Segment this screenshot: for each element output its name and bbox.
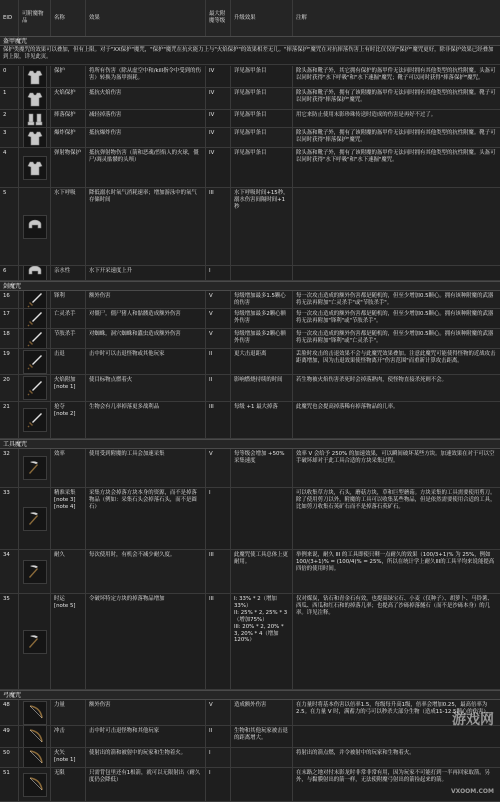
- enchant-max-level: IV: [205, 88, 230, 109]
- enchant-max-level: V: [205, 449, 230, 487]
- enchant-effect: 令破坏特定方块的掉落物品增加: [85, 594, 205, 689]
- enchant-upgrade: 详见盔甲条目: [230, 110, 292, 127]
- enchant-name: 火矢 [note 1]: [50, 748, 85, 767]
- armor-icon: [23, 156, 47, 180]
- enchant-name: 效率: [50, 449, 85, 487]
- header-name: 名称: [50, 0, 85, 36]
- enchant-eid: 21: [3, 404, 10, 410]
- enchant-name: 火焰保护: [50, 88, 85, 109]
- enchant-effect: 将所有伤害（除从虚空中和/kill指令中受到的伤害）转换为盔甲损耗。: [85, 66, 205, 87]
- enchant-effect: 抵抗弹射物伤害（箭和恶魂/烈焰人的火球，僵尸/凋灵骷髅的头颅）: [85, 148, 205, 187]
- enchant-upgrade: 更大击退距离: [230, 349, 292, 374]
- header-eid: EID: [3, 14, 13, 21]
- sword-icon: [23, 376, 47, 400]
- armor-icon: [23, 66, 47, 87]
- enchant-max-level: III: [205, 188, 230, 265]
- enchant-max-level: V: [205, 329, 230, 348]
- item-icon-cell: [18, 188, 50, 265]
- item-icon-cell: [18, 748, 50, 767]
- enchant-effect: 水下开采速度上升: [85, 266, 205, 280]
- enchant-effect: 减轻掉落伤害: [85, 110, 205, 127]
- bow-icon: [23, 748, 47, 767]
- item-icon-cell: [18, 375, 50, 401]
- enchant-upgrade: 每级 +1 最大掉落: [230, 402, 292, 438]
- table-row: [0, 700, 500, 726]
- table-row: [0, 748, 500, 768]
- table-row: [0, 488, 500, 550]
- enchant-note: 用它来防止使用末影珍珠传送时造成的伤害是再好不过了。: [292, 110, 500, 127]
- item-icon-cell: [18, 550, 50, 593]
- armor-icon: [23, 128, 47, 147]
- item-icon-cell: [18, 768, 50, 801]
- table-row: [0, 726, 500, 748]
- enchant-name: 时运 [note 5]: [50, 594, 85, 689]
- enchant-eid: 18: [3, 331, 10, 337]
- table-header: [0, 0, 500, 37]
- table-row: [0, 110, 500, 128]
- enchant-upgrade: 详见盔甲条目: [230, 128, 292, 147]
- enchant-max-level: II: [205, 726, 230, 747]
- enchant-effect: 生物会有几率掉落更多战利品: [85, 402, 205, 438]
- enchant-eid: 49: [3, 728, 10, 734]
- enchant-note: 举例来说，耐久 III 的工具即使只剩一点耐久的效果（100/3+1)% 为 25%，例如 100/(3+1)% = (100/4)% = 25%，所以在统计学上耐久III的工具平均来说能提高四倍的使用时间。: [292, 550, 500, 593]
- item-icon-cell: [18, 449, 50, 487]
- enchant-note: 在末路之地对付末影龙时非常非常有用，因为玩家不可能打到一半再回家取箭。另外，与黏膜射出的箭一样，无法使附魔弓射出的箭捡起来的箭。: [292, 768, 500, 801]
- item-icon-cell: [18, 309, 50, 328]
- enchant-note: [292, 266, 500, 280]
- enchant-max-level: II: [205, 375, 230, 401]
- helmet-icon: [23, 215, 47, 239]
- enchant-effect: 使目标物点燃着火: [85, 375, 205, 401]
- enchant-name: 抢夺 [note 2]: [50, 402, 85, 438]
- item-icon-cell: [18, 402, 50, 438]
- table-row: [0, 449, 500, 488]
- section-tool: 工具魔咒: [0, 439, 500, 449]
- enchant-upgrade: 生物和其他玩家被击退的距离增大。: [230, 726, 292, 747]
- enchant-upgrade: 详见盔甲条目: [230, 88, 292, 109]
- enchant-note: 除头盔和靴子外，拥有了该附魔的盔甲件无法同时拥有其他类型的抗性附魔。靴子可以同时获得"摔落保护"魔咒。: [292, 128, 500, 147]
- section-weapon: 剑魔咒: [0, 281, 500, 291]
- enchant-max-level: I: [205, 768, 230, 801]
- enchant-name: 节肢杀手: [50, 329, 85, 348]
- enchant-eid: 35: [3, 596, 10, 602]
- enchant-effect: 击中时可以击退怪物或其他玩家: [85, 349, 205, 374]
- section-bow: 弓魔咒: [0, 690, 500, 700]
- enchant-eid: 17: [3, 311, 10, 317]
- enchant-max-level: II: [205, 349, 230, 374]
- enchant-max-level: V: [205, 309, 230, 328]
- helmet-icon: [23, 266, 47, 280]
- enchant-note: 效率 V 会给予 250% 的加速效果，可以瞬间破坏某些方块。加速效果在对于可以空手破坏却对于此工具合适的方块采集过程。: [292, 449, 500, 487]
- tools-icon: [23, 507, 47, 531]
- enchant-max-level: IV: [205, 128, 230, 147]
- table-row: [0, 66, 500, 88]
- table-row: [0, 291, 500, 309]
- enchant-upgrade: 每级增加最多2颗心额外伤害: [230, 309, 292, 328]
- enchant-max-level: V: [205, 700, 230, 725]
- enchant-max-level: IV: [205, 148, 230, 187]
- table-row: [0, 88, 500, 110]
- enchant-effect: 每次使用时，有机会不减少耐久度。: [85, 550, 205, 593]
- enchant-upgrade: [230, 748, 292, 767]
- enchant-note: 每一次攻击造成的额外伤害都是随机的，但至少增加0.5颗心。拥有该种附魔的武器将无法再附加"锋利"或"亡灵杀手"。: [292, 329, 500, 348]
- enchant-max-level: I: [205, 488, 230, 549]
- enchant-note: 除头盔和靴子外，拥有了该附魔的盔甲件无法同时拥有其他类型的抗性附魔。靴子可以同时获得"摔落保护"魔咒。: [292, 88, 500, 109]
- enchant-name: 爆炸保护: [50, 128, 85, 147]
- enchant-note: 此魔咒也会提高掉落稀有掉落物品的几率。: [292, 402, 500, 438]
- enchant-note: 可以收集草方块，石头，蘑菇方块，草和巨型蘑菇。方块采集的工具需要使用剪刀。除了使用剪刀以外，附魔的工具可以收集某些物品，但是依然需要使用合适的工具，比如剪刀收集石英矿石而不是掉落石英矿石。: [292, 488, 500, 549]
- enchant-note: 除头盔和靴子外，其它拥有保护的盔甲件无法同时拥有其他类型的抗性附魔。头盔可以同时获得"水下呼吸"和"水下速掘"魔咒；靴子可以同时获得"摔落保护"魔咒。: [292, 66, 500, 87]
- boots-icon: [23, 110, 47, 127]
- enchant-eid: 5: [3, 190, 7, 196]
- enchant-effect: 使用受到附魔的工具会加速采集: [85, 449, 205, 487]
- watermark-logo: 游戏网: [452, 712, 494, 728]
- enchant-max-level: III: [205, 550, 230, 593]
- enchant-upgrade: 造成额外伤害: [230, 700, 292, 725]
- header-max-level: 最大附魔等级: [205, 0, 230, 36]
- enchant-max-level: III: [205, 402, 230, 438]
- table-row: [0, 349, 500, 375]
- item-icon-cell: [18, 88, 50, 109]
- enchant-note: 每一次攻击造成的额外伤害都是随机的，但至少增加0.5颗心。拥有该种附魔的武器将无法再附加"锋利"或"节肢杀手"。: [292, 309, 500, 328]
- enchant-name: 亡灵杀手: [50, 309, 85, 328]
- table-row: [0, 768, 500, 802]
- enchant-note: 丢脸时攻击的击退效果不会与此魔咒效果叠加。注意此魔咒可能使得怪物的近战攻击距离增加，因为击退效果使怪物离开"伤害范围"而重新计算攻击距离。: [292, 349, 500, 374]
- enchant-upgrade: 详见盔甲条目: [230, 66, 292, 87]
- table-row: [0, 309, 500, 329]
- item-icon-cell: [18, 291, 50, 308]
- enchant-upgrade: [230, 266, 292, 280]
- enchant-note: 每一次攻击造成的额外伤害都是随机的，但至少增加0.5颗心。拥有该种附魔的武器将无法再附加"亡灵杀手"或"节肢杀手"。: [292, 291, 500, 308]
- enchant-effect: 采集方块会掉落方块本身的资源，而不是掉落物品（例如：采集石头会掉落石头，而不是圆石）: [85, 488, 205, 549]
- enchant-effect: 对僵尸，僵尸猪人和骷髅造成额外伤害: [85, 309, 205, 328]
- item-icon-cell: [18, 329, 50, 348]
- enchant-note: 仅对煤炭，钻石和青金石有效，也提高绿宝石、小麦（仅种子）、胡萝卜、马铃薯、西瓜、西瓜和红石和的掉落几率；也提高了沙砾掉落燧石（而不是沙砾本身）的几率。详见注释。: [292, 594, 500, 689]
- enchant-name: 水下呼吸: [50, 188, 85, 265]
- enchant-upgrade: 每级增加最多1.5颗心的伤害: [230, 291, 292, 308]
- enchant-upgrade: 此魔咒使工具总体上更耐用。: [230, 550, 292, 593]
- table-row: [0, 148, 500, 188]
- item-icon-cell: [18, 594, 50, 689]
- enchant-max-level: I: [205, 266, 230, 280]
- sword-icon: [23, 329, 47, 348]
- enchant-upgrade: [230, 488, 292, 549]
- enchant-note: 若生物被火焰伤害杀死时会掉落熟肉，使怪物直接杀死则不会。: [292, 375, 500, 401]
- enchant-max-level: V: [205, 291, 230, 308]
- armor-intro: 保护类魔咒的效果可以叠加，但有上限。对于"XX保护"魔咒，"保护"魔咒在抗火能力上与"火焰保护"的效果相差无几。"摔落保护"魔咒在对抗摔落伤害上有时比仅仅的"保护"魔咒更好，除非保护效果已经叠加到上限，详见此页。: [0, 47, 500, 65]
- enchant-name: 弹射物保护: [50, 148, 85, 187]
- enchant-upgrade: [230, 768, 292, 801]
- armor-icon: [23, 88, 47, 109]
- header-note: 注解: [292, 0, 500, 36]
- watermark-url: VXOOM.COM: [451, 788, 494, 795]
- item-icon-cell: [18, 110, 50, 127]
- enchant-upgrade: 水下呼吸时间+15秒，溺水伤害间隔时间+1秒: [230, 188, 292, 265]
- table-row: [0, 594, 500, 690]
- enchant-eid: 2: [3, 112, 7, 118]
- table-row: [0, 188, 500, 266]
- sword-icon: [23, 309, 47, 328]
- enchant-upgrade: 详见盔甲条目: [230, 148, 292, 187]
- item-icon-cell: [18, 148, 50, 187]
- item-icon-cell: [18, 700, 50, 725]
- header-effect: 效果: [85, 0, 205, 36]
- enchant-eid: 3: [3, 130, 7, 136]
- enchant-eid: 34: [3, 552, 10, 558]
- item-icon-cell: [18, 66, 50, 87]
- enchant-name: 耐久: [50, 550, 85, 593]
- enchant-upgrade: 每等级会增加 +50% 采集速度: [230, 449, 292, 487]
- enchant-name: 击退: [50, 349, 85, 374]
- table-row: [0, 128, 500, 148]
- enchant-eid: 20: [3, 377, 10, 383]
- enchant-name: 精准采集 [note 3] [note 4]: [50, 488, 85, 549]
- enchant-upgrade: 影响燃烧持续的时间: [230, 375, 292, 401]
- table-row: [0, 550, 500, 594]
- sword-icon: [23, 408, 47, 432]
- enchant-eid: 51: [3, 770, 10, 776]
- enchant-effect: 对蜘蛛，洞穴蜘蛛和蠹虫造成额外伤害: [85, 329, 205, 348]
- item-icon-cell: [18, 488, 50, 549]
- enchant-effect: 抵抗爆炸伤害: [85, 128, 205, 147]
- section-armor: 盔甲魔咒: [0, 36, 500, 46]
- enchant-eid: 0: [3, 68, 7, 74]
- enchant-effect: 额外伤害: [85, 291, 205, 308]
- enchant-effect: 额外伤害: [85, 700, 205, 725]
- header-upgrade: 升级效果: [230, 0, 292, 36]
- enchant-eid: 6: [3, 268, 7, 274]
- sword-icon: [23, 350, 47, 374]
- enchant-upgrade: I: 33% * 2（增加33%） II: 25% * 2, 25% * 3（增加75%） III: 20% * 2, 20% * 3, 20% * 4（增加120%）: [230, 594, 292, 689]
- enchant-max-level: IV: [205, 66, 230, 87]
- enchant-upgrade: 每级增加最多2颗心额外伤害: [230, 329, 292, 348]
- bow-icon: [23, 726, 47, 747]
- table-row: [0, 402, 500, 439]
- enchant-name: 锋利: [50, 291, 85, 308]
- enchant-eid: 1: [3, 90, 7, 96]
- table-row: [0, 375, 500, 402]
- enchant-name: 摔落保护: [50, 110, 85, 127]
- tools-icon: [23, 560, 47, 584]
- item-icon-cell: [18, 128, 50, 147]
- enchant-eid: 4: [3, 150, 7, 156]
- enchant-name: 保护: [50, 66, 85, 87]
- enchant-eid: 48: [3, 702, 10, 708]
- tools-icon: [23, 456, 47, 480]
- bow-icon: [23, 701, 47, 725]
- enchant-max-level: I: [205, 748, 230, 767]
- enchant-eid: 50: [3, 750, 10, 756]
- enchant-effect: 击中时可击退怪物和其他玩家: [85, 726, 205, 747]
- enchant-note: 在力量时将基本伤害以倍率1.5，每级每升高1级，倍率会增加0.25，最高倍率为2.5。在力量 V 时，满蓄力的弓可以秒杀大部分生物（造成11-12.5颗心的伤害）。: [292, 700, 500, 725]
- bow-icon: [23, 773, 47, 797]
- enchant-eid: 19: [3, 351, 10, 357]
- table-row: [0, 329, 500, 349]
- item-icon-cell: [18, 266, 50, 280]
- enchant-name: 无限: [50, 768, 85, 801]
- sword-icon: [23, 291, 47, 308]
- enchant-max-level: IV: [205, 110, 230, 127]
- enchant-note: [292, 188, 500, 265]
- enchant-eid: 16: [3, 293, 10, 299]
- enchant-effect: 抵抗火焰伤害: [85, 88, 205, 109]
- enchant-eid: 32: [3, 451, 10, 457]
- enchant-max-level: III: [205, 594, 230, 689]
- tools-icon: [23, 630, 47, 654]
- enchant-eid: 33: [3, 490, 10, 496]
- enchant-note: 除头盔和靴子外，拥有了该附魔的盔甲件无法同时拥有其他类型的抗性附魔。头盔可以同时获得"水下呼吸"和"水下速掘"魔咒。: [292, 148, 500, 187]
- enchant-effect: 只需背包里还有1根箭，就可以无限射出（耐久度仍会降低）: [85, 768, 205, 801]
- header-icon: 可附魔物品: [18, 0, 50, 36]
- enchant-name: 冲击: [50, 726, 85, 747]
- enchant-effect: 降低溺水时氧气消耗速率；增加游泳中的氧气存储时间: [85, 188, 205, 265]
- item-icon-cell: [18, 726, 50, 747]
- enchant-name: 力量: [50, 700, 85, 725]
- enchant-name: 亲水性: [50, 266, 85, 280]
- item-icon-cell: [18, 349, 50, 374]
- enchant-note: 将射出的箭点燃，并令被射中的玩家和生物着火。: [292, 748, 500, 767]
- table-row: [0, 266, 500, 281]
- enchant-effect: 使射出的箭和被射中的玩家和生物着火。: [85, 748, 205, 767]
- enchant-name: 火焰附加 [note 1]: [50, 375, 85, 401]
